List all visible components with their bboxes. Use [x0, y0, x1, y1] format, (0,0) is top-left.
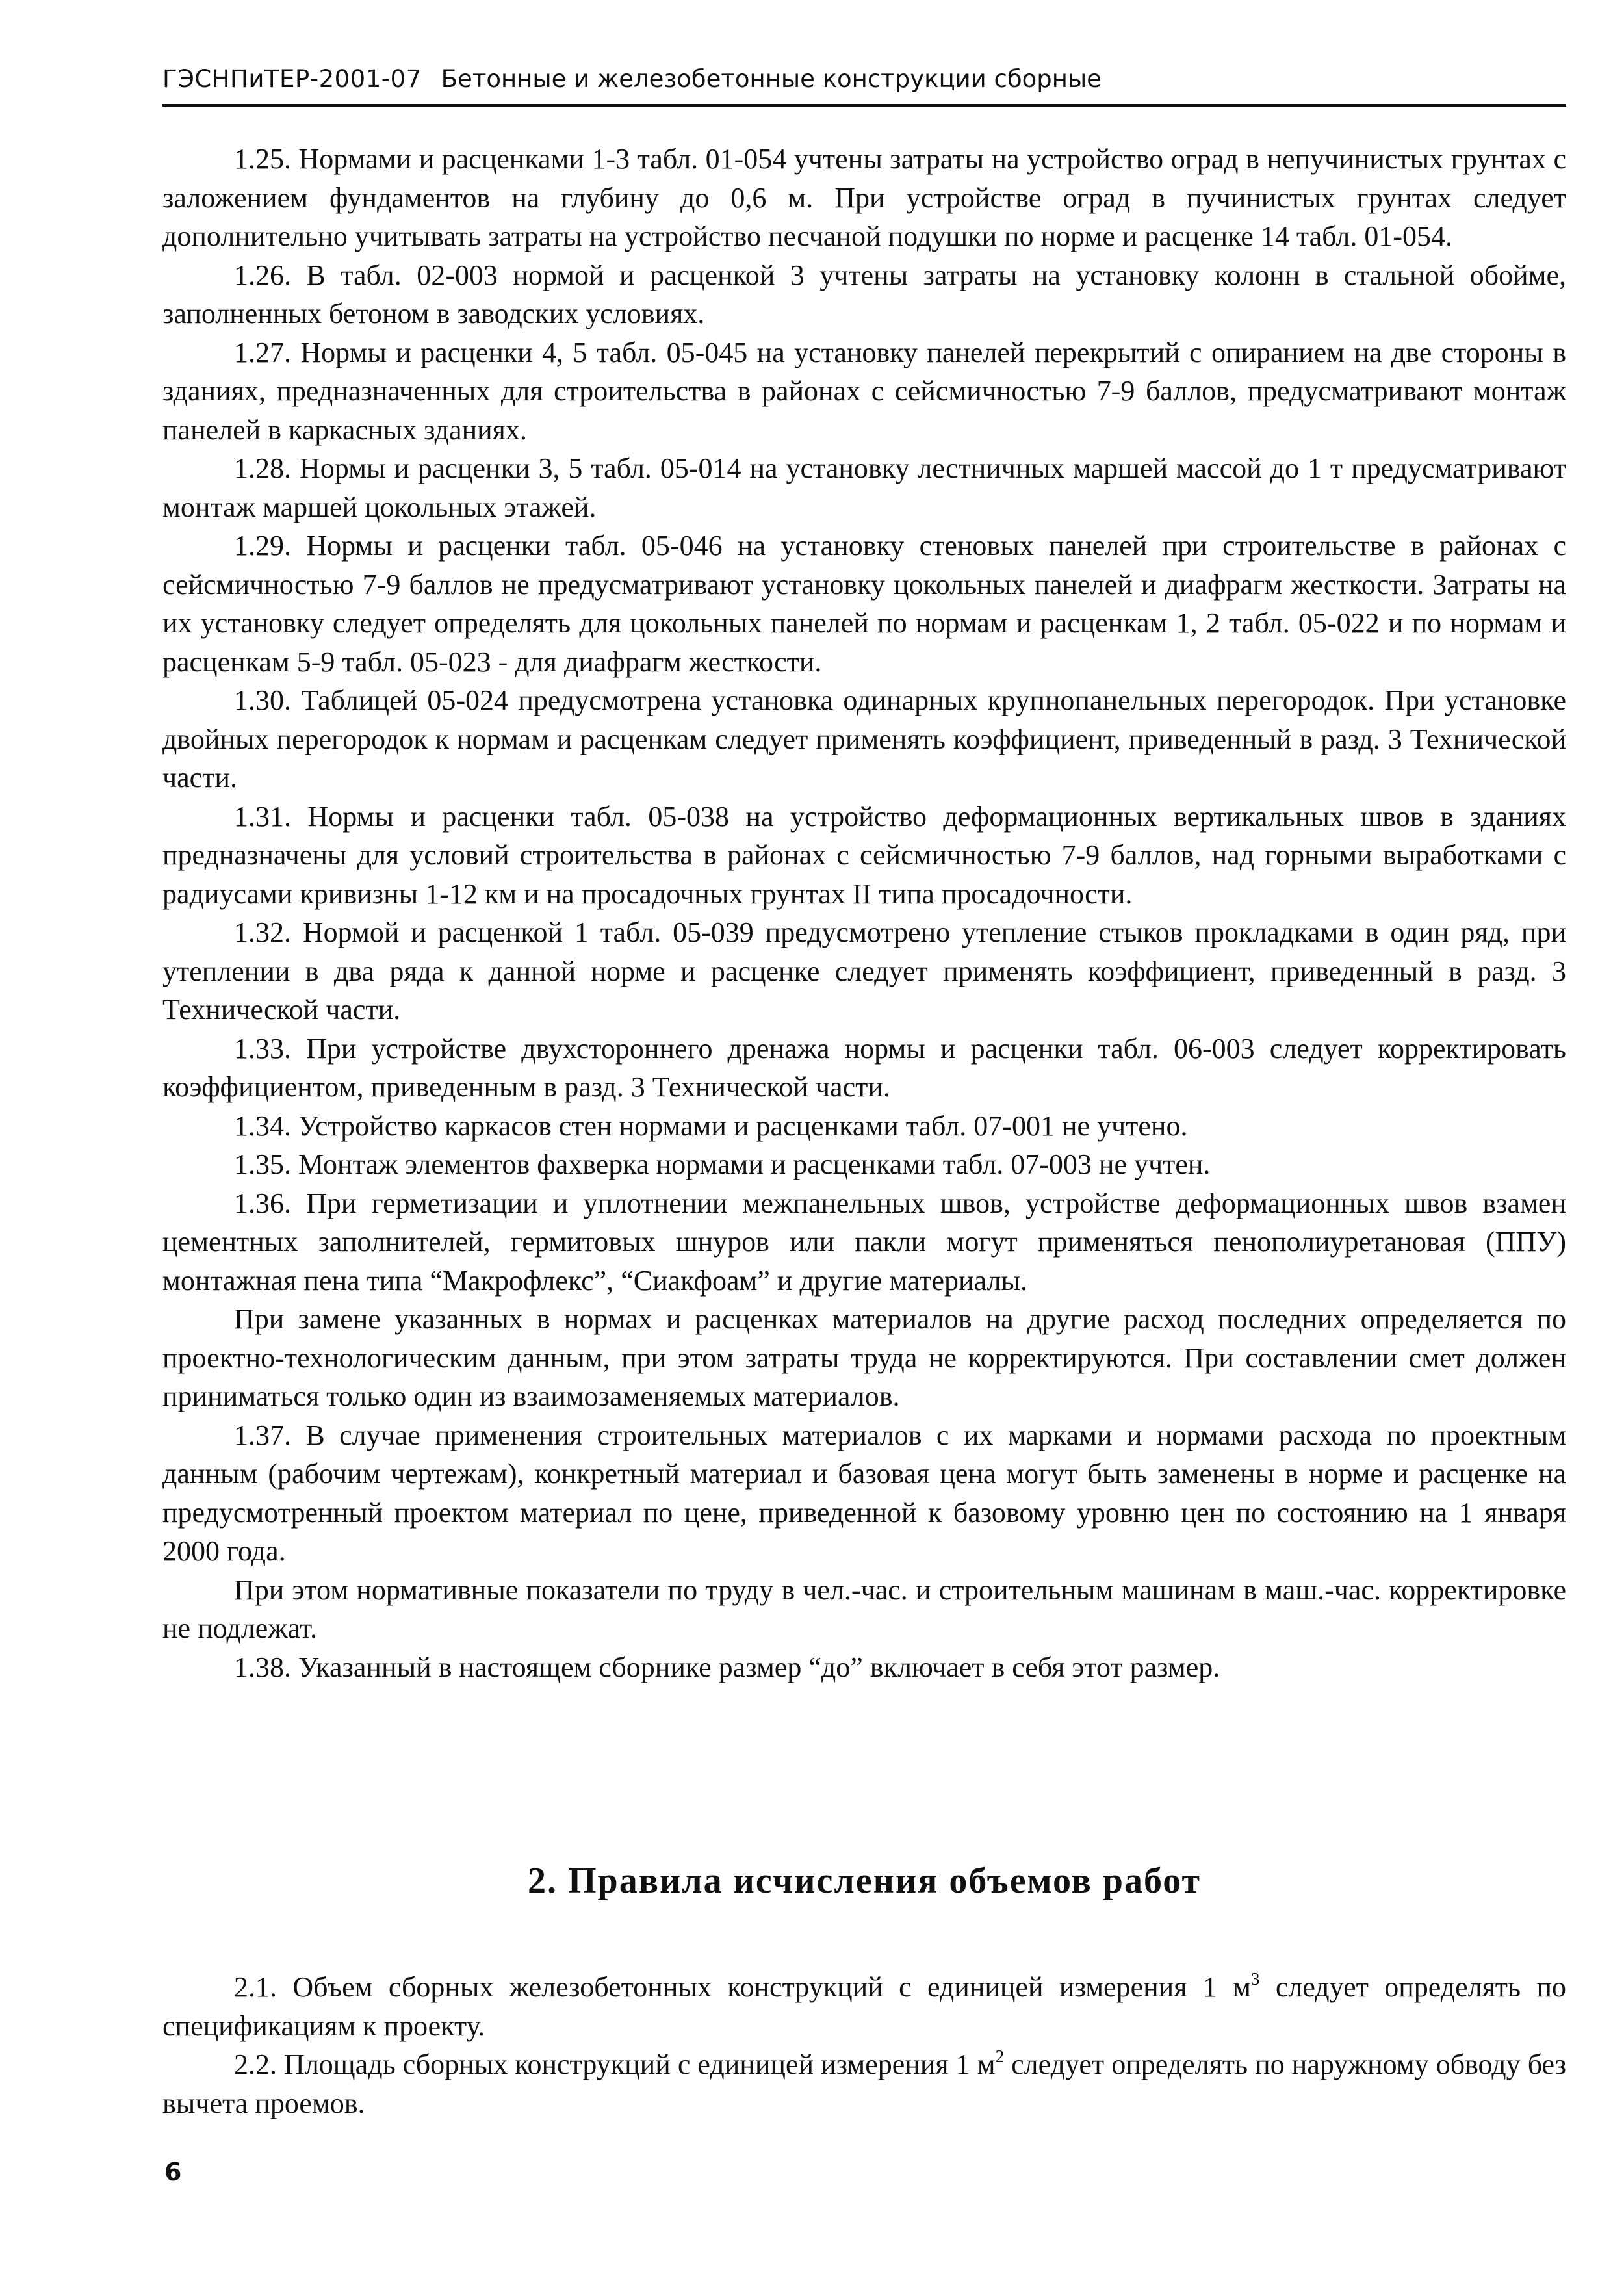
paragraph-2-2-text: 2.2. Площадь сборных конструкций с единицей измерения 1 м — [234, 2048, 996, 2080]
header-code: ГЭСНПиТЕР-2001-07 — [162, 65, 422, 93]
paragraph-1-29: 1.29. Нормы и расценки табл. 05-046 на установку стеновых панелей при строительстве в районах с сейсмичностью 7-9 баллов не предусматривают установку цокольных панелей и диафрагм жесткости. Затраты на их установку следует определять для цокольных панелей по нормам и расценкам 1, 2 табл. 05-022 и по нормам и расценкам 5-9 табл. 05-023 - для диафрагм жесткости. — [162, 530, 1566, 678]
section-2-body — [162, 1968, 1566, 2123]
running-header — [162, 65, 1566, 107]
paragraph-1-34: 1.34. Устройство каркасов стен нормами и расценками табл. 07-001 не учтено. — [234, 1109, 1188, 1142]
paragraph-1-37: 1.37. В случае применения строительных материалов с их марками и нормами расхода по проектным данным (рабочим чертежам), конкретный материал и базовая цена могут быть заменены в норме и расценке на предусмотренный проектом материал по цене, приведенной к базовому уровню цен по состоянию на 1 января 2000 года. — [162, 1419, 1566, 1567]
paragraph-1-26: 1.26. В табл. 02-003 нормой и расценкой 3 учтены затраты на установку колонн в стальной обойме, заполненных бетоном в заводских условиях. — [162, 259, 1566, 329]
paragraph-2-2-text-end: следует определять по наружному обводу без вычета проемов. — [162, 2048, 1566, 2119]
header-title: Бетонные и железобетонные конструкции сборные — [441, 65, 1102, 93]
paragraph-1-36-continued: При замене указанных в нормах и расценках материалов на другие расход последних определяется по проектно-технологическим данным, при этом затраты труда не корректируются. При составлении смет должен приниматься только один из взаимозаменяемых материалов. — [162, 1303, 1566, 1412]
paragraph-1-27: 1.27. Нормы и расценки 4, 5 табл. 05-045 на установку панелей перекрытий с опиранием на две стороны в зданиях, предназначенных для строительства в районах с сейсмичностью 7-9 баллов, предусматривают монтаж панелей в каркасных зданиях. — [162, 336, 1566, 446]
page-number: 6 — [164, 2158, 182, 2186]
paragraph-1-36: 1.36. При герметизации и уплотнении межпанельных швов, устройстве деформационных швов взамен цементных заполнителей, гермитовых шнуров или пакли могут применяться пенополиуретановая (ППУ) монтажная пена типа “Макрофлекс”, “Сиакфоам” и другие материалы. — [162, 1187, 1566, 1297]
paragraph-1-35: 1.35. Монтаж элементов фахверка нормами и расценками табл. 07-003 не учтен. — [234, 1148, 1211, 1180]
paragraph-1-31: 1.31. Нормы и расценки табл. 05-038 на устройство деформационных вертикальных швов в зданиях предназначены для условий строительства в районах с сейсмичностью 7-9 баллов, над горными выработками с радиусами кривизны 1-12 км и на просадочных грунтах II типа просадочности. — [162, 800, 1566, 910]
paragraph-2-2 — [162, 2045, 1566, 2123]
square-superscript: 2 — [995, 2047, 1005, 2066]
paragraph-1-28: 1.28. Нормы и расценки 3, 5 табл. 05-014 на установку лестничных маршей массой до 1 т предусматривают монтаж маршей цокольных этажей. — [162, 452, 1566, 523]
paragraph-2-1-text-end: следует определять по спецификациям к проекту. — [162, 1971, 1567, 2042]
paragraph-1-25: 1.25. Нормами и расценками 1-3 табл. 01-054 учтены затраты на устройство оград в непучинистых грунтах с заложением фундаментов на глубину до 0,6 м. При устройстве оград в пучинистых грунтах следует дополнительно учитывать затраты на устройство песчаной подушки по норме и расценке 14 табл. 01-054. — [162, 143, 1566, 252]
paragraph-1-32: 1.32. Нормой и расценкой 1 табл. 05-039 предусмотрено утепление стыков прокладками в один ряд, при утеплении в два ряда к данной норме и расценке следует применять коэффициент, приведенный в разд. 3 Технической части. — [162, 916, 1566, 1026]
paragraph-1-38: 1.38. Указанный в настоящем сборнике размер “до” включает в себя этот размер. — [234, 1651, 1220, 1683]
paragraph-2-1 — [162, 1968, 1566, 2045]
cubic-superscript: 3 — [1251, 1969, 1260, 1989]
section-2-heading: 2. Правила исчисления объемов работ — [528, 1861, 1201, 1901]
paragraph-1-30: 1.30. Таблицей 05-024 предусмотрена установка одинарных крупнопанельных перегородок. При установке двойных перегородок к нормам и расценкам следует применять коэффициент, приведенный в разд. 3 Технической части. — [162, 684, 1566, 794]
paragraph-1-37-continued: При этом нормативные показатели по труду в чел.-час. и строительным машинам в маш.-час. корректировке не подлежат. — [162, 1573, 1566, 1644]
paragraph-1-33: 1.33. При устройстве двухстороннего дренажа нормы и расценки табл. 06-003 следует корректировать коэффициентом, приведенным в разд. 3 Технической части. — [162, 1032, 1566, 1103]
section-1-body — [162, 140, 1566, 1686]
paragraph-2-1-text: 2.1. Объем сборных железобетонных конструкций с единицей измерения 1 м — [234, 1971, 1251, 2003]
